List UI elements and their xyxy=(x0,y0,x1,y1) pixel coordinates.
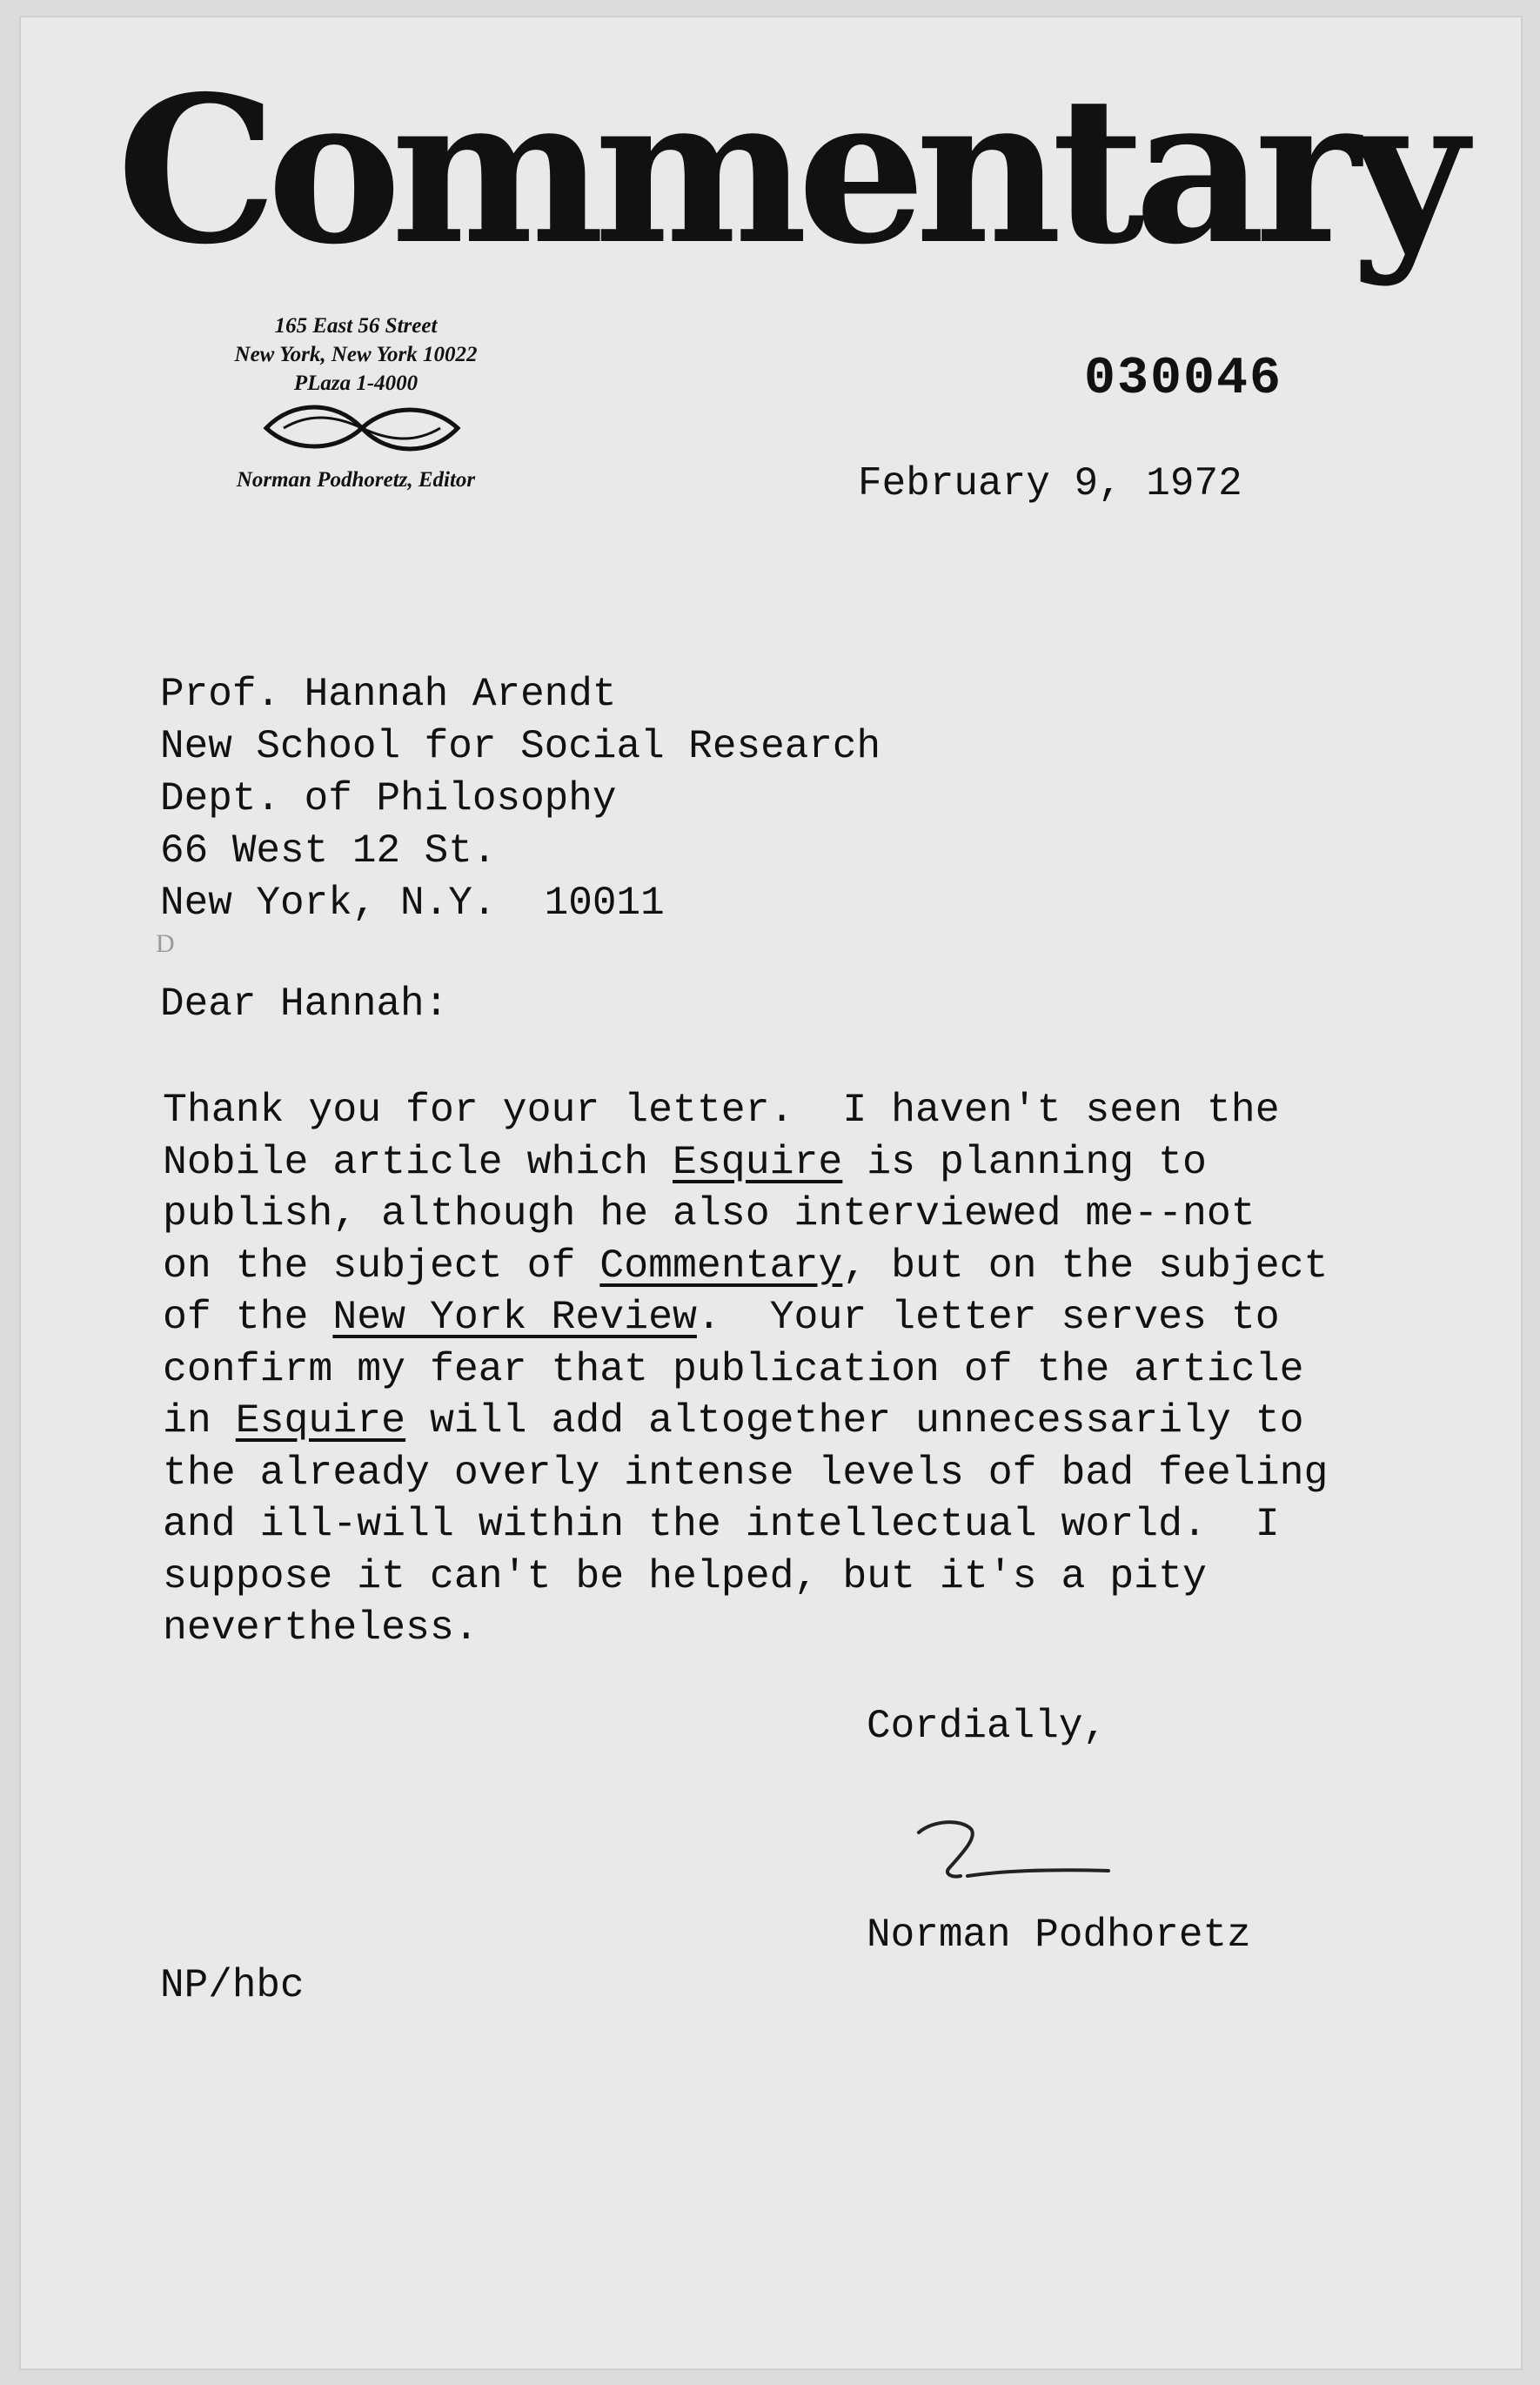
body-line xyxy=(163,1136,1468,1189)
recipient-line: New York, N.Y. 10011 xyxy=(160,881,665,926)
address-line: New York, New York 10022 xyxy=(234,343,478,366)
recipient-line: New School for Social Research xyxy=(160,724,881,769)
document-number: 030046 xyxy=(1084,350,1283,409)
body-line xyxy=(163,1447,1468,1499)
letter-page xyxy=(19,16,1523,2370)
letterhead-address xyxy=(160,312,552,398)
closing: Cordially, xyxy=(867,1704,1108,1749)
letter-date: February 9, 1972 xyxy=(858,461,1242,506)
body-line xyxy=(163,1240,1468,1292)
handwritten-signature xyxy=(907,1805,1115,1892)
body-text: confirm my fear that publication of the article xyxy=(163,1345,1304,1392)
letter-body xyxy=(163,1084,1468,1654)
underlined-title: Commentary xyxy=(599,1242,843,1289)
body-line xyxy=(163,1188,1468,1240)
body-text: of the xyxy=(163,1294,333,1340)
body-line xyxy=(163,1602,1468,1654)
address-line: PLaza 1-4000 xyxy=(293,372,418,395)
typist-initials: NP/hbc xyxy=(160,1963,305,2008)
body-line xyxy=(163,1395,1468,1447)
body-text: will add altogether unnecessarily to xyxy=(405,1397,1304,1444)
address-line: 165 East 56 Street xyxy=(274,314,438,338)
underlined-title: New York Review xyxy=(332,1294,697,1340)
recipient-line: 66 West 12 St. xyxy=(160,828,497,874)
masthead-title: Commentary xyxy=(117,51,1458,289)
body-text: Thank you for your letter. I haven't seen the xyxy=(163,1087,1280,1133)
body-text: on the subject of xyxy=(163,1242,600,1289)
body-line xyxy=(163,1291,1468,1343)
recipient-address xyxy=(160,668,880,929)
body-text: Nobile article which xyxy=(163,1138,673,1185)
body-text: the already overly intense levels of bad feeling xyxy=(163,1449,1329,1496)
body-text: in xyxy=(163,1397,236,1444)
greeting: Dear Hannah: xyxy=(160,981,449,1027)
body-text: nevertheless. xyxy=(163,1605,479,1651)
underlined-title: Esquire xyxy=(235,1397,406,1444)
recipient-line: Dept. of Philosophy xyxy=(160,776,617,821)
body-text: suppose it can't be helped, but it's a pity xyxy=(163,1552,1207,1599)
recipient-line: Prof. Hannah Arendt xyxy=(160,672,617,717)
body-text: and ill-will within the intellectual world. I xyxy=(163,1501,1280,1547)
body-text: . Your letter serves to xyxy=(696,1294,1280,1340)
body-line xyxy=(163,1084,1468,1136)
underlined-title: Esquire xyxy=(673,1138,843,1185)
ink-smudge: D xyxy=(156,929,175,958)
body-line xyxy=(163,1343,1468,1396)
body-text: is planning to xyxy=(842,1138,1207,1185)
body-line xyxy=(163,1498,1468,1551)
letterhead-editor: Norman Podhoretz, Editor xyxy=(236,468,476,492)
flourish-ornament-icon xyxy=(258,400,466,456)
signer-name: Norman Podhoretz xyxy=(867,1913,1251,1958)
body-line xyxy=(163,1551,1468,1603)
body-text: publish, although he also interviewed me--not xyxy=(163,1190,1255,1236)
body-text: , but on the subject xyxy=(842,1242,1329,1289)
